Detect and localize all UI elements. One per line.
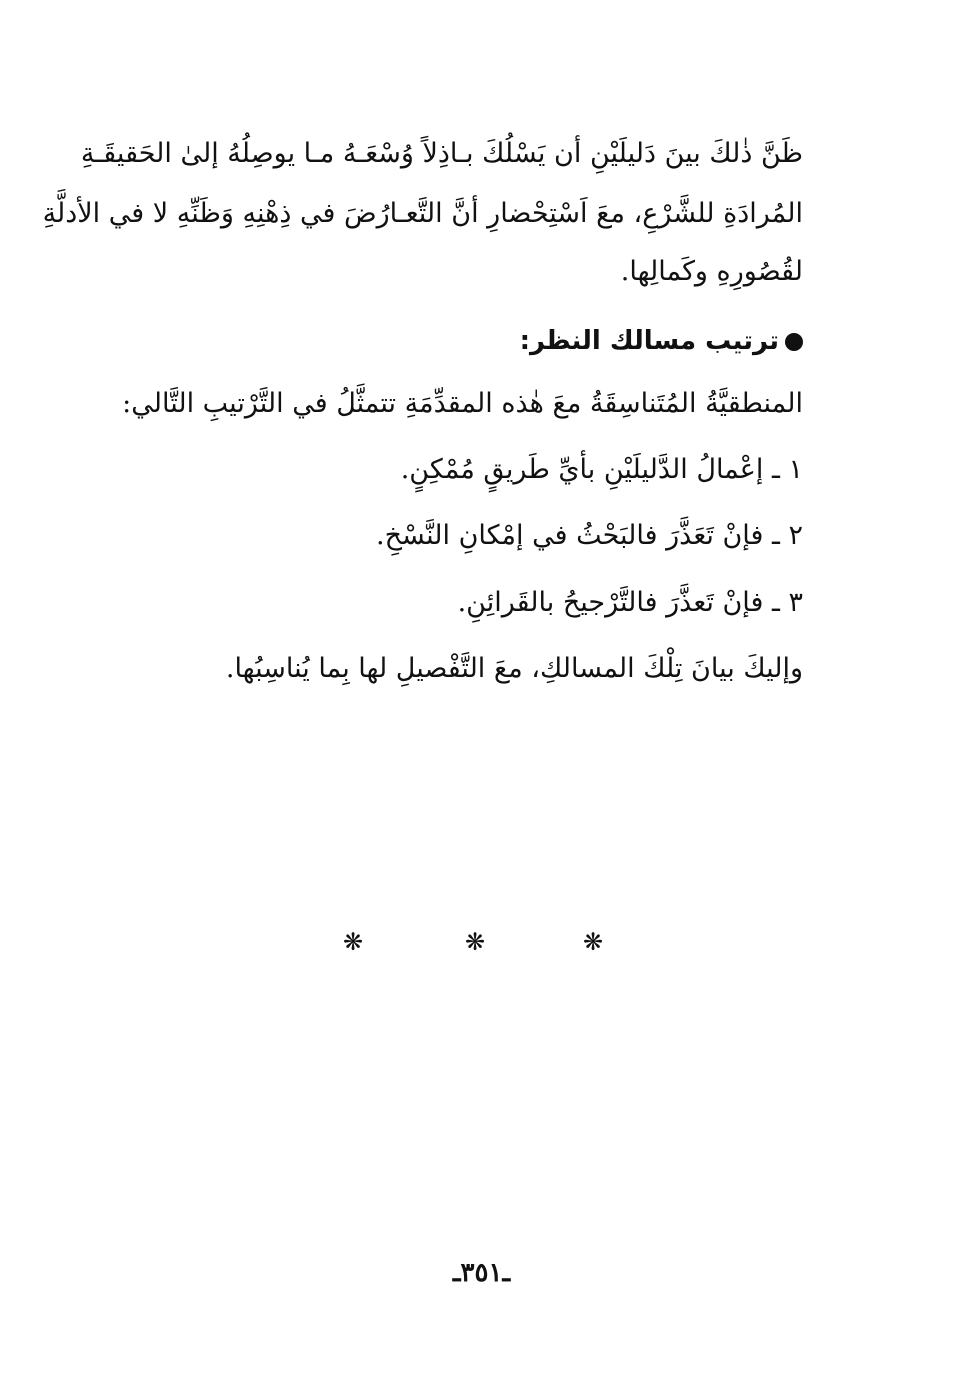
paragraph-line-1: ظَنَّ ذٰلكَ بينَ دَليلَيْنِ أن يَسْلُكَ بـاذِلاً وُسْعَـهُ مـا يوصِلُهُ إلىٰ الحَقيقَـةِ (80, 138, 803, 169)
section-heading (520, 326, 803, 357)
bullet-icon (785, 333, 803, 351)
section-outro: وإليكَ بيانَ تِلْكَ المسالكِ، معَ التَّفْصيلِ لها بِما يُناسِبُها. (225, 653, 803, 684)
list-item-1: ١ ـ إعْمالُ الدَّليلَيْنِ بأيِّ طَريقٍ مُمْكِنٍ. (400, 454, 803, 485)
paragraph-line-3: لقُصُورِهِ وكَمالِها. (620, 256, 803, 287)
paragraph-line-2: المُرادَةِ للشَّرْعِ، معَ اَسْتِحْضارِ أنَّ التَّعـارُضَ في ذِهْنِهِ وَظَنِّهِ لا في الأدلَّةِ (42, 198, 803, 229)
list-item-2: ٢ ـ فإنْ تَعَذَّرَ فالبَحْثُ في إمْكانِ النَّسْخِ. (376, 520, 803, 551)
section-heading-text: ترتيب مسالك النظر: (519, 326, 779, 356)
section-intro: المنطقيَّةُ المُتَناسِقَةُ معَ هٰذه المقدِّمَةِ تتمثَّلُ في التَّرْتيبِ التَّالي: (122, 388, 803, 419)
list-item-3: ٣ ـ فإنْ تَعذَّرَ فالتَّرْجيحُ بالقَرائِنِ. (457, 587, 803, 618)
asterism-star-icon: ❋ (343, 928, 364, 956)
asterism-star-icon: ❋ (583, 928, 604, 956)
asterism-star-icon: ❋ (465, 928, 486, 956)
section-separator (0, 928, 963, 958)
page-number: ـ٣٥١ـ (452, 1258, 511, 1288)
